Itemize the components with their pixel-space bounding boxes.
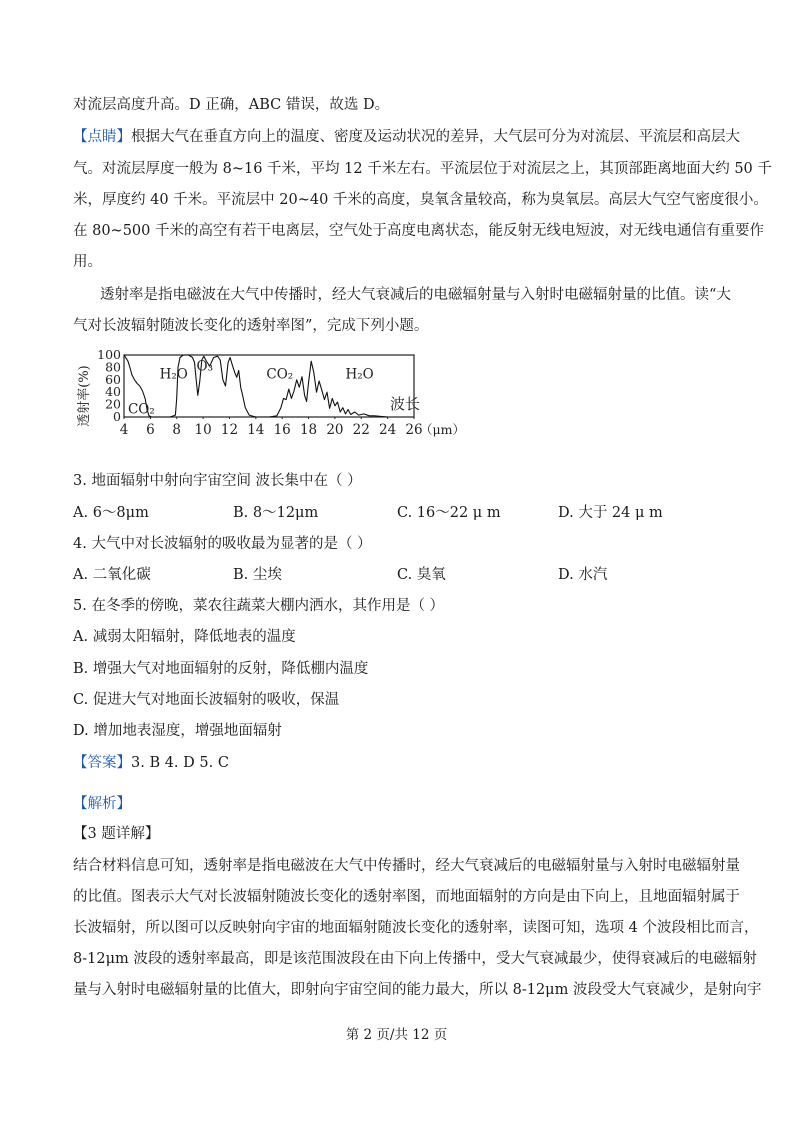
- x-tick-label-2: 8: [172, 422, 182, 438]
- y-tick-label-4: 80: [105, 359, 121, 375]
- x-tick-label-11: 26: [405, 422, 423, 438]
- x-axis-label: 波长: [389, 395, 420, 413]
- x-tick-label-5: 14: [247, 422, 265, 438]
- annotation-3: CO₂: [266, 366, 294, 383]
- y-tick-label-5: 100: [97, 347, 121, 362]
- y-axis-label: 透射率(%): [77, 365, 92, 427]
- y-tick-label-2: 40: [105, 384, 121, 400]
- intro-line-2: 气对长波辐射随波长变化的透射率图”，完成下列小题。: [73, 318, 429, 334]
- x-tick-label-0: 4: [119, 422, 129, 438]
- q3-option-b[interactable]: B. 8～12μm: [233, 505, 319, 521]
- tip-line-3: 米，厚度约 40 千米。平流层中 20~40 千米的高度，臭氧含量较高，称为臭氧层。高层大气空气密度很小。: [73, 192, 768, 208]
- q4-option-d[interactable]: D. 水汽: [558, 567, 608, 583]
- intro-line-1: 透射率是指电磁波在大气中传播时，经大气衰减后的电磁辐射量与入射时电磁辐射量的比值。读“大: [100, 287, 731, 303]
- q4-option-a[interactable]: A. 二氧化碳: [73, 567, 151, 583]
- detail-line-4: 8-12μm 波段的透射率最高，即是该范围波段在由下向上传播中，受大气衰减最少，使得衰减后的电磁辐射: [73, 951, 757, 967]
- detail-line-1: 结合材料信息可知，透射率是指电磁波在大气中传播时，经大气衰减后的电磁辐射量与入射时电磁辐射量: [73, 858, 740, 874]
- question-3-stem: 3. 地面辐射中射向宇宙空间 波长集中在（ ）: [73, 473, 362, 489]
- q3-option-c[interactable]: C. 16～22 μ m: [397, 505, 501, 521]
- tip-line-4: 在 80~500 千米的高空有若干电离层，空气处于高度电离状态，能反射无线电短波，对无线电通信有重要作: [73, 223, 764, 239]
- question-4-stem: 4. 大气中对长波辐射的吸收最为显著的是（ ）: [73, 536, 372, 552]
- tip-line-5: 用。: [73, 254, 102, 270]
- series-line-0: [124, 355, 388, 417]
- annotation-1: CO₂: [127, 401, 155, 418]
- detail-tag: 【3 题详解】: [73, 826, 160, 842]
- x-tick-label-9: 22: [352, 422, 370, 438]
- top-line: 对流层高度升高。D 正确，ABC 错误，故选 D。: [73, 97, 390, 113]
- annotation-2: O₃: [196, 358, 213, 375]
- answer-tag: 【答案】: [73, 755, 131, 771]
- x-tick-label-3: 10: [194, 422, 212, 438]
- answer-line: [73, 753, 229, 773]
- detail-line-5: 量与入射时电磁辐射量的比值大，即射向宇宙空间的能力最大，所以 8-12μm 波段受大气衰减少，是射向宇: [73, 982, 762, 998]
- annotation-0: H₂O: [159, 366, 188, 383]
- detail-line-2: 的比值。图表示大气对长波辐射随波长变化的透射率图，而地面辐射的方向是由下向上，且地面辐射属于: [73, 889, 740, 905]
- q4-option-c[interactable]: C. 臭氧: [397, 567, 446, 583]
- q5-option-b[interactable]: B. 增强大气对地面辐射的反射，降低棚内温度: [73, 661, 369, 677]
- answer-text: 3. B 4. D 5. C: [131, 755, 229, 771]
- page-footer: 第 2 页/共 12 页: [345, 1027, 448, 1043]
- plot-frame: [124, 355, 414, 417]
- chart-root: [77, 347, 465, 438]
- tip-text-1: 根据大气在垂直方向上的温度、密度及运动状况的差异，大气层可分为对流层、平流层和高层大: [131, 129, 740, 145]
- tip-tag: 【点睛】: [73, 129, 131, 145]
- x-tick-label-1: 6: [146, 422, 155, 438]
- q4-option-b[interactable]: B. 尘埃: [233, 567, 282, 583]
- tip-line-2: 气。对流层厚度一般为 8~16 千米，平均 12 千米左右。平流层位于对流层之上，其顶部距离地面大约 50 千: [73, 161, 772, 177]
- x-axis-unit: （μm）: [420, 422, 465, 437]
- transmittance-chart: [70, 345, 470, 445]
- y-tick-label-1: 20: [105, 396, 121, 412]
- q3-option-d[interactable]: D. 大于 24 μ m: [558, 505, 663, 521]
- x-tick-label-7: 18: [299, 422, 318, 438]
- detail-line-3: 长波辐射，所以图可以反映射向宇宙的地面辐射随波长变化的透射率，读图可知，选项 4 个波段相比而言，: [73, 920, 759, 936]
- q5-option-a[interactable]: A. 减弱太阳辐射，降低地表的温度: [73, 629, 296, 645]
- x-tick-label-6: 16: [273, 422, 291, 438]
- x-tick-label-4: 12: [220, 422, 239, 438]
- annotation-4: H₂O: [345, 366, 374, 383]
- tip-line-1: [73, 127, 740, 147]
- question-5-stem: 5. 在冬季的傍晚，菜农往蔬菜大棚内洒水，其作用是（ ）: [73, 598, 445, 614]
- y-tick-label-0: 0: [113, 409, 121, 424]
- y-tick-label-3: 60: [105, 371, 121, 387]
- x-tick-label-10: 24: [379, 422, 397, 438]
- q3-option-a[interactable]: A. 6～8μm: [73, 505, 149, 521]
- analysis-tag: 【解析】: [73, 796, 131, 812]
- q5-option-c[interactable]: C. 促进大气对地面长波辐射的吸收，保温: [73, 692, 340, 708]
- q5-option-d[interactable]: D. 增加地表湿度，增强地面辐射: [73, 723, 282, 739]
- x-tick-label-8: 20: [326, 422, 344, 438]
